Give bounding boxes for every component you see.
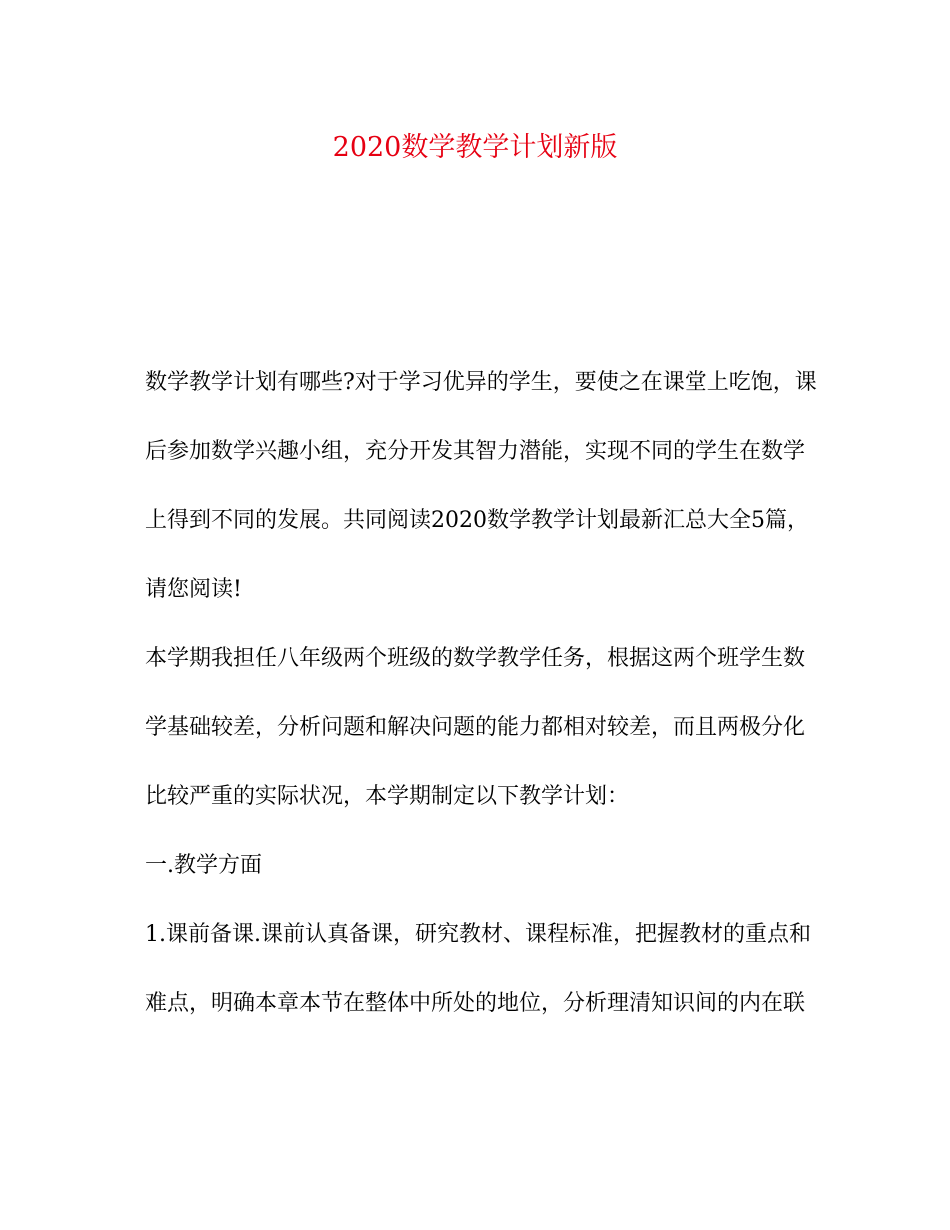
paragraph-line: 后参加数学兴趣小组，充分开发其智力潜能，实现不同的学生在数学 (145, 439, 806, 464)
paragraph-line: 比较严重的实际状况，本学期制定以下教学计划： (145, 784, 630, 809)
paragraph-line: 1.课前备课.课前认真备课，研究教材、课程标准，把握教材的重点和 (145, 922, 811, 947)
paragraph-line: 数学教学计划有哪些?对于学习优异的学生，要使之在课堂上吃饱，课 (145, 370, 817, 395)
paragraph-line: 难点，明确本章本节在整体中所处的地位，分析理清知识间的内在联 (145, 991, 806, 1016)
paragraph-line: 上得到不同的发展。共同阅读2020数学教学计划最新汇总大全5篇， (145, 508, 809, 533)
document-title: 2020数学教学计划新版 (332, 132, 618, 163)
section-heading: 一.教学方面 (145, 853, 262, 878)
paragraph-line: 本学期我担任八年级两个班级的数学教学任务，根据这两个班学生数 (145, 646, 806, 671)
paragraph-line: 请您阅读! (145, 577, 242, 602)
paragraph-line: 学基础较差，分析问题和解决问题的能力都相对较差，而且两极分化 (145, 715, 806, 740)
